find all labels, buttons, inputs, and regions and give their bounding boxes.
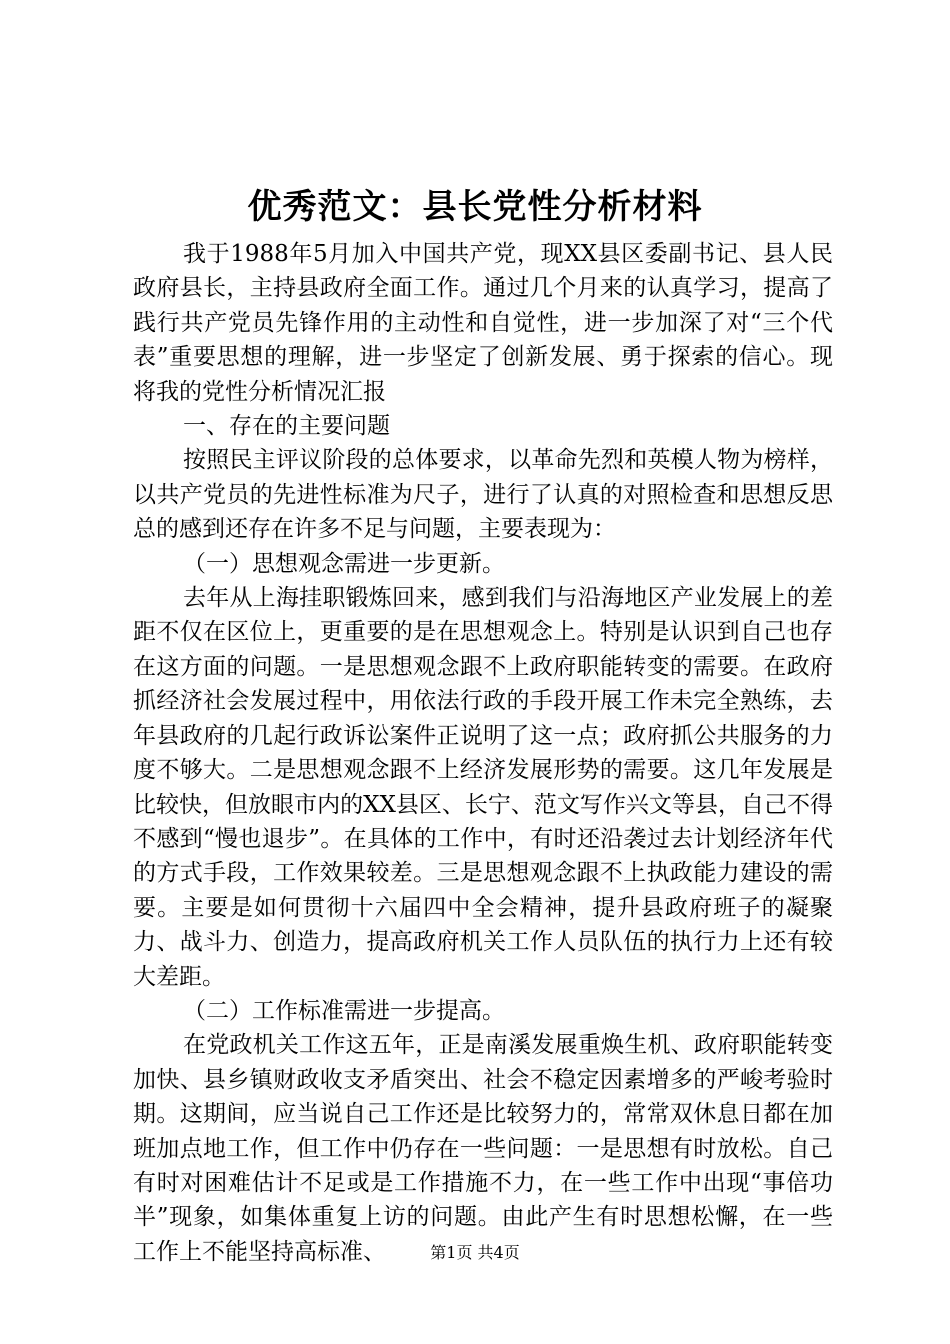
document-body bbox=[133, 237, 833, 1269]
subheading-standards: （二）工作标准需进一步提高。 bbox=[183, 997, 505, 1024]
paragraph-overview: 按照民主评议阶段的总体要求，以革命先烈和英模人物为榜样，以共产党员的先进性标准为尺子，进行了认真的对照检查和思想反思总的感到还存在许多不足与问题，主要表现为： bbox=[133, 447, 833, 543]
paragraph-intro: 我于1988年5月加入中国共产党，现XX县区委副书记、县人民政府县长，主持县政府全面工作。通过几个月来的认真学习，提高了践行共产党员先锋作用的主动性和自觉性，进一步加深了对“三个代表”重要思想的理解，进一步坚定了创新发展、勇于探索的信心。现将我的党性分析情况汇报 bbox=[133, 241, 833, 405]
page-number-footer: 第1页 共4页 bbox=[430, 1243, 520, 1262]
document-title: 优秀范文：县长党性分析材料 bbox=[247, 187, 703, 227]
subheading-thinking: （一）思想观念需进一步更新。 bbox=[183, 550, 505, 577]
paragraph-standards: 在党政机关工作这五年，正是南溪发展重焕生机、政府职能转变加快、县乡镇财政收支矛盾突出、社会不稳定因素增多的严峻考验时期。这期间，应当说自己工作还是比较努力的，常常双休息日都在加班加点地工作，但工作中仍存在一些问题：一是思想有时放松。自己有时对困难估计不足或是工作措施不力，在一些工作中出现“事倍功半”现象，如集体重复上访的问题。由此产生有时思想松懈，在一些工作上不能坚持高标准、 bbox=[133, 1032, 833, 1265]
section-heading-problems: 一、存在的主要问题 bbox=[183, 413, 390, 440]
paragraph-thinking: 去年从上海挂职锻炼回来，感到我们与沿海地区产业发展上的差距不仅在区位上，更重要的是在思想观念上。特别是认识到自己也存在这方面的问题。一是思想观念跟不上政府职能转变的需要。在政府抓经济社会发展过程中，用依法行政的手段开展工作未完全熟练，去年县政府的几起行政诉讼案件正说明了这一点；政府抓公共服务的力度不够大。二是思想观念跟不上经济发展形势的需要。这几年发展是比较快，但放眼市内的XX县区、长宁、范文写作兴文等县，自己不得不感到“慢也退步”。在具体的工作中，有时还沿袭过去计划经济年代的方式手段，工作效果较差。三是思想观念跟不上执政能力建设的需要。主要是如何贯彻十六届四中全会精神，提升县政府班子的凝聚力、战斗力、创造力，提高政府机关工作人员队伍的执行力上还有较大差距。 bbox=[133, 585, 833, 990]
